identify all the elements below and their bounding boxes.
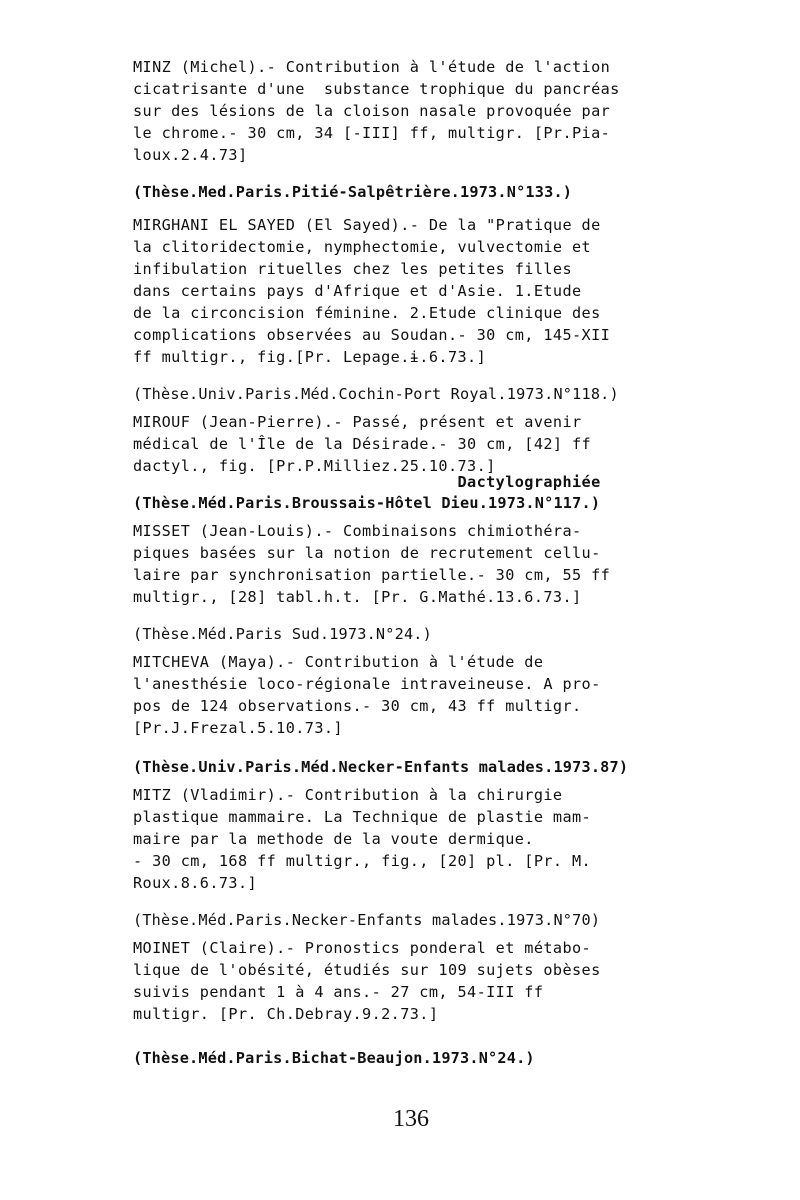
entry-line: loux.2.4.73]	[133, 146, 248, 164]
page-number: 136	[393, 1106, 429, 1132]
entry-line: - 30 cm, 168 ff multigr., fig., [20] pl. [Pr. M.	[133, 852, 592, 870]
entry-line: Dactylographiée	[133, 473, 601, 491]
entry-line: infibulation rituelles chez les petites filles	[133, 260, 573, 278]
entry-line: MITCHEVA (Maya).- Contribution à l'étude de	[133, 653, 544, 671]
entry-line: complications observées au Soudan.- 30 cm, 145-XII	[133, 326, 611, 344]
entry-line: laire par synchronisation partielle.- 30 cm, 55 ff	[133, 566, 611, 584]
entry-line: médical de l'Île de la Désirade.- 30 cm, [42] ff	[133, 435, 592, 453]
entry-line: de la circoncision féminine. 2.Etude clinique des	[133, 304, 601, 322]
entry-line: suivis pendant 1 à 4 ans.- 27 cm, 54-III ff	[133, 983, 544, 1001]
thesis-reference: (Thèse.Med.Paris.Pitié-Salpêtrière.1973.N°133.)	[133, 183, 573, 201]
entry-line: pos de 124 observations.- 30 cm, 43 ff multigr.	[133, 697, 582, 715]
entry-line: la clitoridectomie, nymphectomie, vulvectomie et	[133, 238, 592, 256]
entry-line: Roux.8.6.73.]	[133, 874, 258, 892]
entry-line: [Pr.J.Frezal.5.10.73.]	[133, 719, 343, 737]
entry-line: multigr., [28] tabl.h.t. [Pr. G.Mathé.13.6.73.]	[133, 588, 582, 606]
entry-line: le chrome.- 30 cm, 34 [-III] ff, multigr. [Pr.Pia-	[133, 124, 611, 142]
thesis-reference: (Thèse.Univ.Paris.Méd.Necker-Enfants malades.1973.87)	[133, 758, 629, 776]
entry-line: MOINET (Claire).- Pronostics ponderal et métabo-	[133, 939, 592, 957]
entry-line: MIRGHANI EL SAYED (El Sayed).- De la "Pratique de	[133, 216, 601, 234]
entry-line: piques basées sur la notion de recrutement cellu-	[133, 544, 601, 562]
entry-line: ff multigr., fig.[Pr. Lepage.ɨ.6.73.]	[133, 348, 487, 366]
entry-line: sur des lésions de la cloison nasale provoquée par	[133, 102, 611, 120]
entry-line: dans certains pays d'Afrique et d'Asie. 1.Etude	[133, 282, 582, 300]
thesis-reference: (Thèse.Méd.Paris.Broussais-Hôtel Dieu.1973.N°117.)	[133, 494, 601, 512]
entry-line: maire par la methode de la voute dermique.	[133, 830, 534, 848]
entry-line: dactyl., fig. [Pr.P.Milliez.25.10.73.]	[133, 457, 496, 475]
entry-line: MINZ (Michel).- Contribution à l'étude de l'action	[133, 58, 611, 76]
entry-line: cicatrisante d'une substance trophique du pancréas	[133, 80, 620, 98]
entry-line: l'anesthésie loco-régionale intraveineuse. A pro-	[133, 675, 601, 693]
entry-line: multigr. [Pr. Ch.Debray.9.2.73.]	[133, 1005, 439, 1023]
thesis-reference: (Thèse.Méd.Paris.Necker-Enfants malades.1973.N°70)	[133, 911, 601, 929]
thesis-reference: (Thèse.Méd.Paris.Bichat-Beaujon.1973.N°24.)	[133, 1049, 535, 1067]
entry-line: MISSET (Jean-Louis).- Combinaisons chimiothéra-	[133, 522, 582, 540]
entry-line: MITZ (Vladimir).- Contribution à la chirurgie	[133, 786, 563, 804]
entry-line: lique de l'obésité, étudiés sur 109 sujets obèses	[133, 961, 601, 979]
entry-line: plastique mammaire. La Technique de plastie mam-	[133, 808, 592, 826]
entry-line: MIROUF (Jean-Pierre).- Passé, présent et avenir	[133, 413, 582, 431]
thesis-reference: (Thèse.Univ.Paris.Méd.Cochin-Port Royal.1973.N°118.)	[133, 385, 619, 403]
thesis-reference: (Thèse.Méd.Paris Sud.1973.N°24.)	[133, 625, 432, 643]
